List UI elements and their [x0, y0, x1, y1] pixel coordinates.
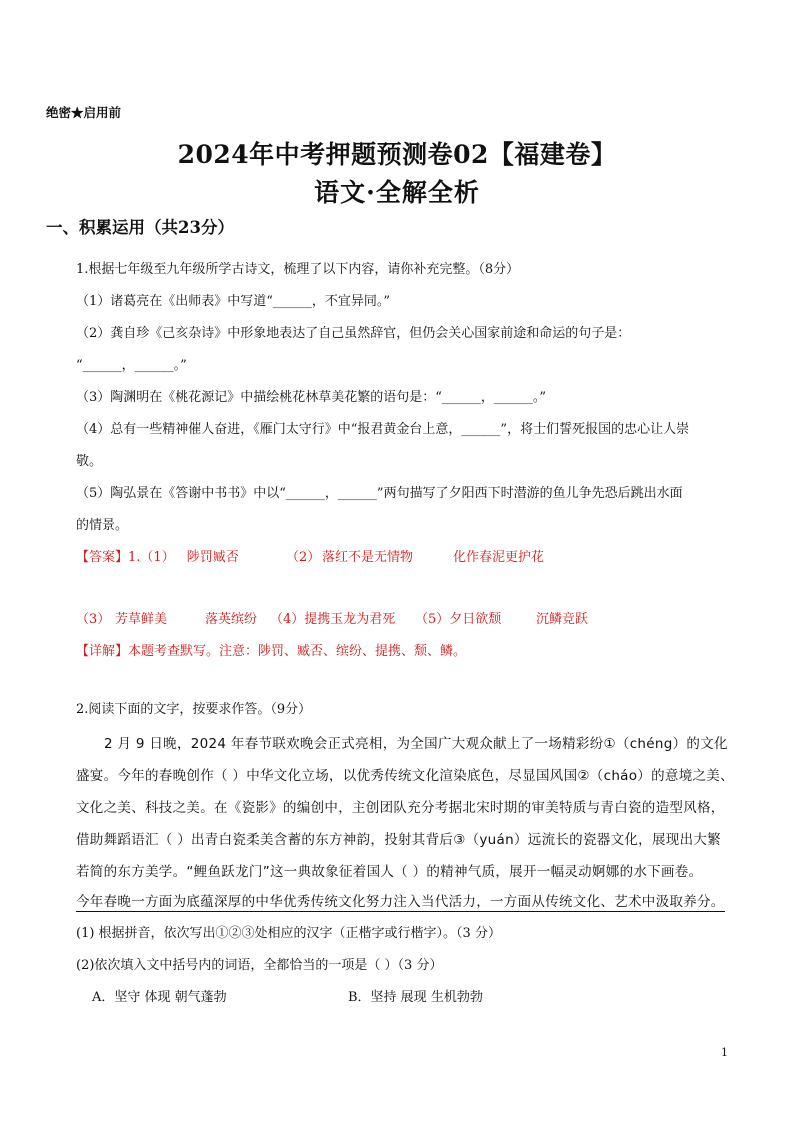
passage-line-5: 若简的东方美学。“鲤鱼跃龙门”这一典故象征着国人（ ）的精神气质，展开一幅灵动婀娜的水下画卷。 — [76, 864, 703, 880]
question-1-item-2-blanks: “______，______。” — [76, 358, 187, 373]
question-2-sub-1: (1) 根据拼音，依次写出①②③处相应的汉字（正楷字或行楷字）。（3 分） — [76, 926, 501, 941]
detail-tag: 【详解】 — [76, 644, 129, 659]
question-1-item-5-cont: 的情景。 — [76, 518, 129, 533]
answer-tag: 【答案】 — [76, 550, 129, 565]
passage-line-4: 借助舞蹈语汇（ ）出青白瓷柔美含蓄的东方神韵，投射其背后③（yuán）远流长的瓷器文化，展现出大繁 — [76, 832, 721, 848]
question-1-item-4-cont: 敬。 — [76, 454, 103, 469]
answer-3-line-2: 落英缤纷 — [205, 612, 258, 627]
question-1-item-4: （4）总有一些精神催人奋进，《雁门太守行》中“报君黄金台上意，______”，将士们誓死报国的忠心让人崇 — [76, 422, 690, 437]
question-1-item-5: （5）陶弘景在《答谢中书书》中以“______，______”两句描写了夕阳西下时潜游的鱼儿争先恐后跳出水面 — [76, 486, 683, 501]
answer-5-line-2: 沉鳞竞跃 — [536, 612, 589, 627]
exam-subtitle: 语文·全解全析 — [314, 178, 480, 207]
answer-3-line-1: 芳草鲜美 — [115, 612, 168, 627]
option-b: B．坚持 展现 生机勃勃 — [348, 990, 483, 1005]
answer-line-1 — [76, 546, 239, 565]
question-1-item-1: （1）诸葛亮在《出师表》中写道“______，不宜异同。” — [76, 294, 391, 309]
answer-3-number: （3） — [76, 612, 111, 627]
section-heading: 一、积累运用（共23分） — [46, 218, 234, 237]
passage-underlined-sentence: 今年春晚一方面为底蕴深厚的中华优秀传统文化努力注入当代活力，一方面从传统文化、艺术中汲取养分。 — [76, 894, 725, 910]
passage-line-1: 2 月 9 日晚，2024 年春节联欢晚会正式亮相，为全国广大观众献上了一场精彩纷①（chéng）的文化 — [104, 736, 728, 752]
answer-5-line-1: （5）夕日欲颓 — [415, 612, 502, 627]
page-number: 1 — [721, 1046, 728, 1059]
answer-2-number: （2） — [286, 550, 321, 565]
option-a: A．坚守 体现 朝气蓬勃 — [92, 990, 227, 1005]
answer-1: 陟罚臧否 — [186, 550, 239, 565]
exam-title: 2024年中考押题预测卷02【福建卷】 — [177, 140, 617, 169]
passage-line-3: 文化之美、科技之美。在《瓷影》的编创中，主创团队充分考据北宋时期的审美特质与青白瓷的造型风格， — [76, 800, 725, 816]
question-2-sub-2: (2)依次填入文中括号内的词语，全都恰当的一项是（ ）（3 分） — [76, 958, 443, 973]
question-1-stem: 1.根据七年级至九年级所学古诗文，梳理了以下内容，请你补充完整。（8分） — [76, 262, 520, 277]
answer-4: （4）提携玉龙为君死 — [270, 612, 396, 627]
question-1-item-3: （3）陶渊明在《桃花源记》中描绘桃花林草美花繁的语句是：“______，______。” — [76, 390, 547, 405]
question-1-item-2: （2）龚自珍《己亥杂诗》中形象地表达了自己虽然辞官，但仍会关心国家前途和命运的句子是： — [76, 326, 631, 341]
detail-text: 本题考查默写。注意：陟罚、臧否、缤纷、提携、颓、鳞。 — [128, 644, 467, 659]
question-2-stem: 2.阅读下面的文字，按要求作答。（9分） — [76, 702, 312, 717]
confidential-mark: 绝密★启用前 — [46, 105, 122, 120]
passage-line-2: 盛宴。今年的春晚创作（ ）中华文化立场，以优秀传统文化渲染底色，尽显国风国②（cháo）的意境之美、 — [76, 768, 734, 784]
answer-1-number: 1.（1） — [128, 550, 175, 565]
passage-underlined-wrap — [76, 890, 725, 910]
detail-line — [76, 640, 466, 659]
answer-2-line-2: 化作春泥更护花 — [453, 550, 545, 565]
answer-2-line-1: 落红不是无情物 — [322, 550, 414, 565]
